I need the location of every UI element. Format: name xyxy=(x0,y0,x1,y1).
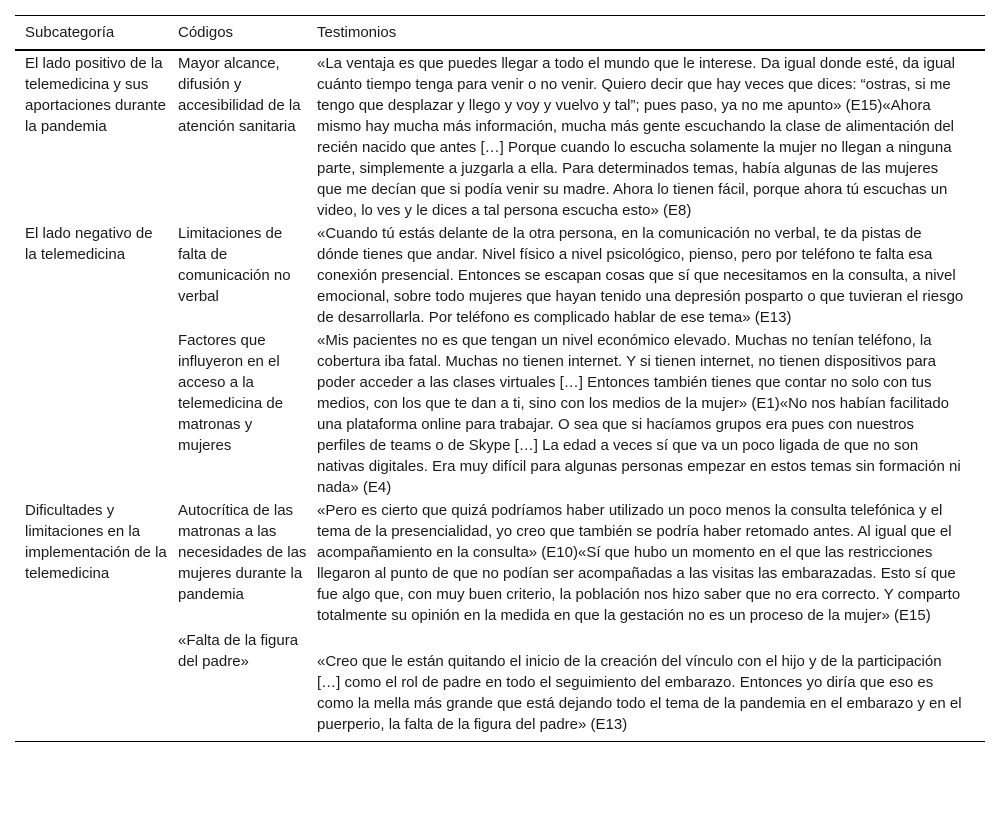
subcategory-cell: El lado negativo de la telemedicina xyxy=(25,225,153,263)
code-cell: Limitaciones de falta de comunicación no verbal xyxy=(178,225,291,305)
subcategory-cell: Dificultades y limitaciones en la implementación de la telemedicina xyxy=(25,502,167,582)
header-codes: Códigos xyxy=(178,24,234,41)
header-testimonies: Testimonios xyxy=(317,24,397,41)
subcategory-cell: El lado positivo de la telemedicina y sus aportaciones durante la pandemia xyxy=(25,55,166,135)
testimony-cell: «Cuando tú estás delante de la otra persona, en la comunicación no verbal, te da pistas de dónde tienes que andar. Nivel físico a nivel psicológico, pienso, pero por teléfono te falta esa conexión presencial. Entonces se escapan cosas que sí que necesitamos en la consulta, a nivel emocional, sobre todo mujeres que hayan tenido una depresión posparto o que tuvieran el riesgo de desarrollarla. Por teléfono es complicado hablar de ese tema» (E13) xyxy=(317,225,964,326)
table-row xyxy=(15,500,985,628)
code-cell: Autocrítica de las matronas a las necesidades de las mujeres durante la pandemia xyxy=(178,502,307,603)
testimony-cell: «Mis pacientes no es que tengan un nivel económico elevado. Muchas no tenían teléfono, la cobertura iba fatal. Muchas no tienen internet. Y si tienen internet, no tienen dispositivos para poder acceder a las clases virtuales […] Entonces también tienes que contar no solo con tus medios, con los que te dan a ti, sino con los medios de la mujer» (E1)«No nos habían facilitado una plataforma online para trabajar. O sea que si hacíamos grupos era pues con nuestros perfiles de teams o de Skype […] La edad a veces sí que va un poco ligada de que no son nativas digitales. Era muy difícil para algunas personas empezar en estos temas sin formación ni nada» (E4) xyxy=(317,332,961,496)
table-row xyxy=(15,330,985,500)
code-cell: Factores que influyeron en el acceso a la telemedicina de matronas y mujeres xyxy=(178,332,284,454)
subcategory-cell xyxy=(15,330,168,500)
table-row xyxy=(15,50,985,223)
testimony-cell: «La ventaja es que puedes llegar a todo el mundo que le interese. Da igual donde esté, da igual cuánto tiempo tenga para venir o no venir. Quiero decir que hay veces que dices: “ostras, si me tengo que desplazar y llego y voy y vuelvo y tal”; pues paso, ya no me apunto» (E15)«Ahora mismo hay mucha más información, mucha más gente escuchando la clase de alimentación del recién nacido que antes […] Porque cuando lo escucha solamente la mujer no llegan a ninguna parte, simplemente a juzgarla a ella. Para determinados temas, había algunas de las mujeres que me decían que si podía venir su madre. Ahora lo tienen fácil, porque ahora tú escuchas un video, lo ves y le dices a tal persona escucha esto» (E8) xyxy=(317,55,955,219)
code-cell: Mayor alcance, difusión y accesibilidad de la atención sanitaria xyxy=(178,55,301,135)
table-header-row xyxy=(15,16,985,51)
subcategory-cell xyxy=(15,628,168,742)
testimony-cell: «Pero es cierto que quizá podríamos haber utilizado un poco menos la consulta telefónica y el tema de la presencialidad, yo creo que también se podría haber retomado antes. Al igual que el acompañamiento en la consulta» (E10)«Sí que hubo un momento en el que las restricciones llegaron al punto de que no podían ser acompañadas a las visitas las embarazadas. Esto sí que fue algo que, con muy buen criterio, la población nos hizo saber que no era correcto. Y comparto totalmente su opinión en la medida en que la gestación no es un proceso de la mujer» (E15) xyxy=(317,502,961,624)
table-row xyxy=(15,628,985,742)
code-cell: «Falta de la figura del padre» xyxy=(178,632,299,670)
header-subcategory: Subcategoría xyxy=(25,24,115,41)
testimonies-table xyxy=(15,15,985,742)
testimony-cell: «Creo que le están quitando el inicio de la creación del vínculo con el hijo y de la participación […] como el rol de padre en todo el seguimiento del embarazo. Entonces yo diría que eso es como la mella más grande que está dejando todo el tema de la pandemia en el embarazo y en el puerperio, la falta de la figura del padre» (E13) xyxy=(317,653,962,733)
table-row xyxy=(15,223,985,330)
